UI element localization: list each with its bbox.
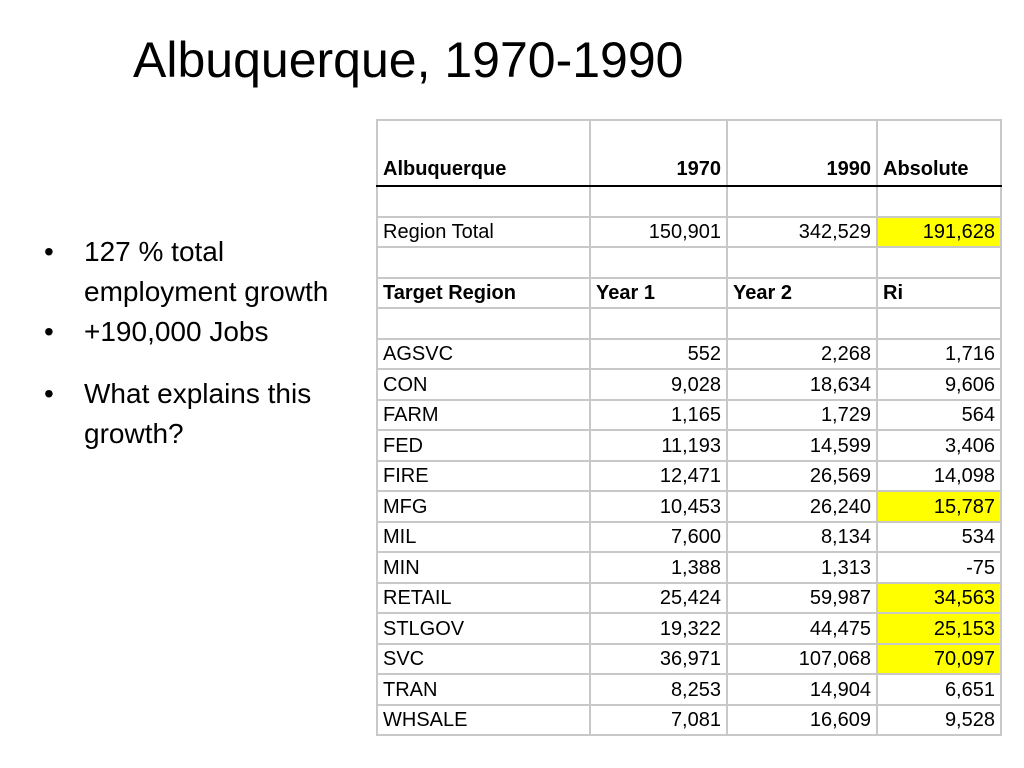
table-row [377,552,1001,583]
employment-table-container [376,119,1000,768]
ri-value-cell: 1,716 [877,339,1001,370]
subheader-year1: Year 1 [590,278,727,309]
bullet-list [40,232,330,454]
year1-value-cell: 19,322 [590,613,727,644]
sector-name-cell: FIRE [377,461,590,492]
bullet-question: • What explains this growth? [40,374,330,454]
year2-value-cell: 1,313 [727,552,877,583]
table-row [377,705,1001,736]
year1-value-cell: 12,471 [590,461,727,492]
table-header-row [377,120,1001,186]
year1-value-cell: 7,081 [590,705,727,736]
header-cell-1970: 1970 [590,120,727,186]
year1-value-cell: 1,165 [590,400,727,431]
ri-value-cell: 25,153 [877,613,1001,644]
blank-cell [377,308,590,339]
year1-value-cell: 36,971 [590,644,727,675]
slide-title: Albuquerque, 1970-1990 [133,32,684,88]
ri-value-cell: 14,098 [877,461,1001,492]
subheader-row [377,278,1001,309]
ri-value-cell: 9,528 [877,705,1001,736]
ri-value-cell: -75 [877,552,1001,583]
blank-cell [727,308,877,339]
year1-value-cell: 7,600 [590,522,727,553]
ri-value-cell: 6,651 [877,674,1001,705]
blank-cell [877,247,1001,278]
year2-value-cell: 26,569 [727,461,877,492]
table-row [377,491,1001,522]
region-total-label: Region Total [377,217,590,248]
sector-name-cell: CON [377,369,590,400]
blank-cell [727,247,877,278]
year1-value-cell: 11,193 [590,430,727,461]
year2-value-cell: 18,634 [727,369,877,400]
sector-name-cell: MFG [377,491,590,522]
blank-cell [377,186,590,217]
sector-name-cell: FED [377,430,590,461]
blank-cell [590,308,727,339]
blank-row [377,186,1001,217]
year1-value-cell: 552 [590,339,727,370]
subheader-target-region: Target Region [377,278,590,309]
header-cell-absolute: Absolute [877,120,1001,186]
ri-value-cell: 534 [877,522,1001,553]
year1-value-cell: 1,388 [590,552,727,583]
sector-name-cell: RETAIL [377,583,590,614]
table-row [377,400,1001,431]
sector-name-cell: SVC [377,644,590,675]
region-total-1990: 342,529 [727,217,877,248]
subheader-year2: Year 2 [727,278,877,309]
subheader-ri: Ri [877,278,1001,309]
sector-name-cell: WHSALE [377,705,590,736]
year2-value-cell: 107,068 [727,644,877,675]
table-row [377,674,1001,705]
year1-value-cell: 8,253 [590,674,727,705]
blank-cell [727,186,877,217]
blank-cell [877,186,1001,217]
table-row [377,339,1001,370]
blank-cell [377,247,590,278]
blank-row [377,308,1001,339]
table-row [377,522,1001,553]
year1-value-cell: 25,424 [590,583,727,614]
sector-name-cell: TRAN [377,674,590,705]
year2-value-cell: 44,475 [727,613,877,644]
region-total-1970: 150,901 [590,217,727,248]
table-row [377,583,1001,614]
blank-cell [877,308,1001,339]
year2-value-cell: 59,987 [727,583,877,614]
header-cell-place: Albuquerque [377,120,590,186]
year1-value-cell: 10,453 [590,491,727,522]
year2-value-cell: 2,268 [727,339,877,370]
sector-name-cell: FARM [377,400,590,431]
sector-name-cell: AGSVC [377,339,590,370]
table-row [377,644,1001,675]
ri-value-cell: 564 [877,400,1001,431]
bullet-jobs: • +190,000 Jobs [40,312,330,352]
blank-row [377,247,1001,278]
blank-cell [590,247,727,278]
bullet-employment-growth: • 127 % total employment growth [40,232,330,312]
blank-cell [590,186,727,217]
year2-value-cell: 14,599 [727,430,877,461]
table-row [377,430,1001,461]
year2-value-cell: 14,904 [727,674,877,705]
header-cell-1990: 1990 [727,120,877,186]
employment-table [376,119,1002,736]
year2-value-cell: 16,609 [727,705,877,736]
sector-name-cell: MIL [377,522,590,553]
ri-value-cell: 70,097 [877,644,1001,675]
ri-value-cell: 15,787 [877,491,1001,522]
ri-value-cell: 3,406 [877,430,1001,461]
sector-name-cell: MIN [377,552,590,583]
table-row [377,613,1001,644]
year1-value-cell: 9,028 [590,369,727,400]
year2-value-cell: 26,240 [727,491,877,522]
table-row [377,369,1001,400]
ri-value-cell: 34,563 [877,583,1001,614]
region-total-absolute: 191,628 [877,217,1001,248]
table-row [377,461,1001,492]
year2-value-cell: 1,729 [727,400,877,431]
table-body [377,120,1001,735]
year2-value-cell: 8,134 [727,522,877,553]
sector-name-cell: STLGOV [377,613,590,644]
region-total-row [377,217,1001,248]
ri-value-cell: 9,606 [877,369,1001,400]
